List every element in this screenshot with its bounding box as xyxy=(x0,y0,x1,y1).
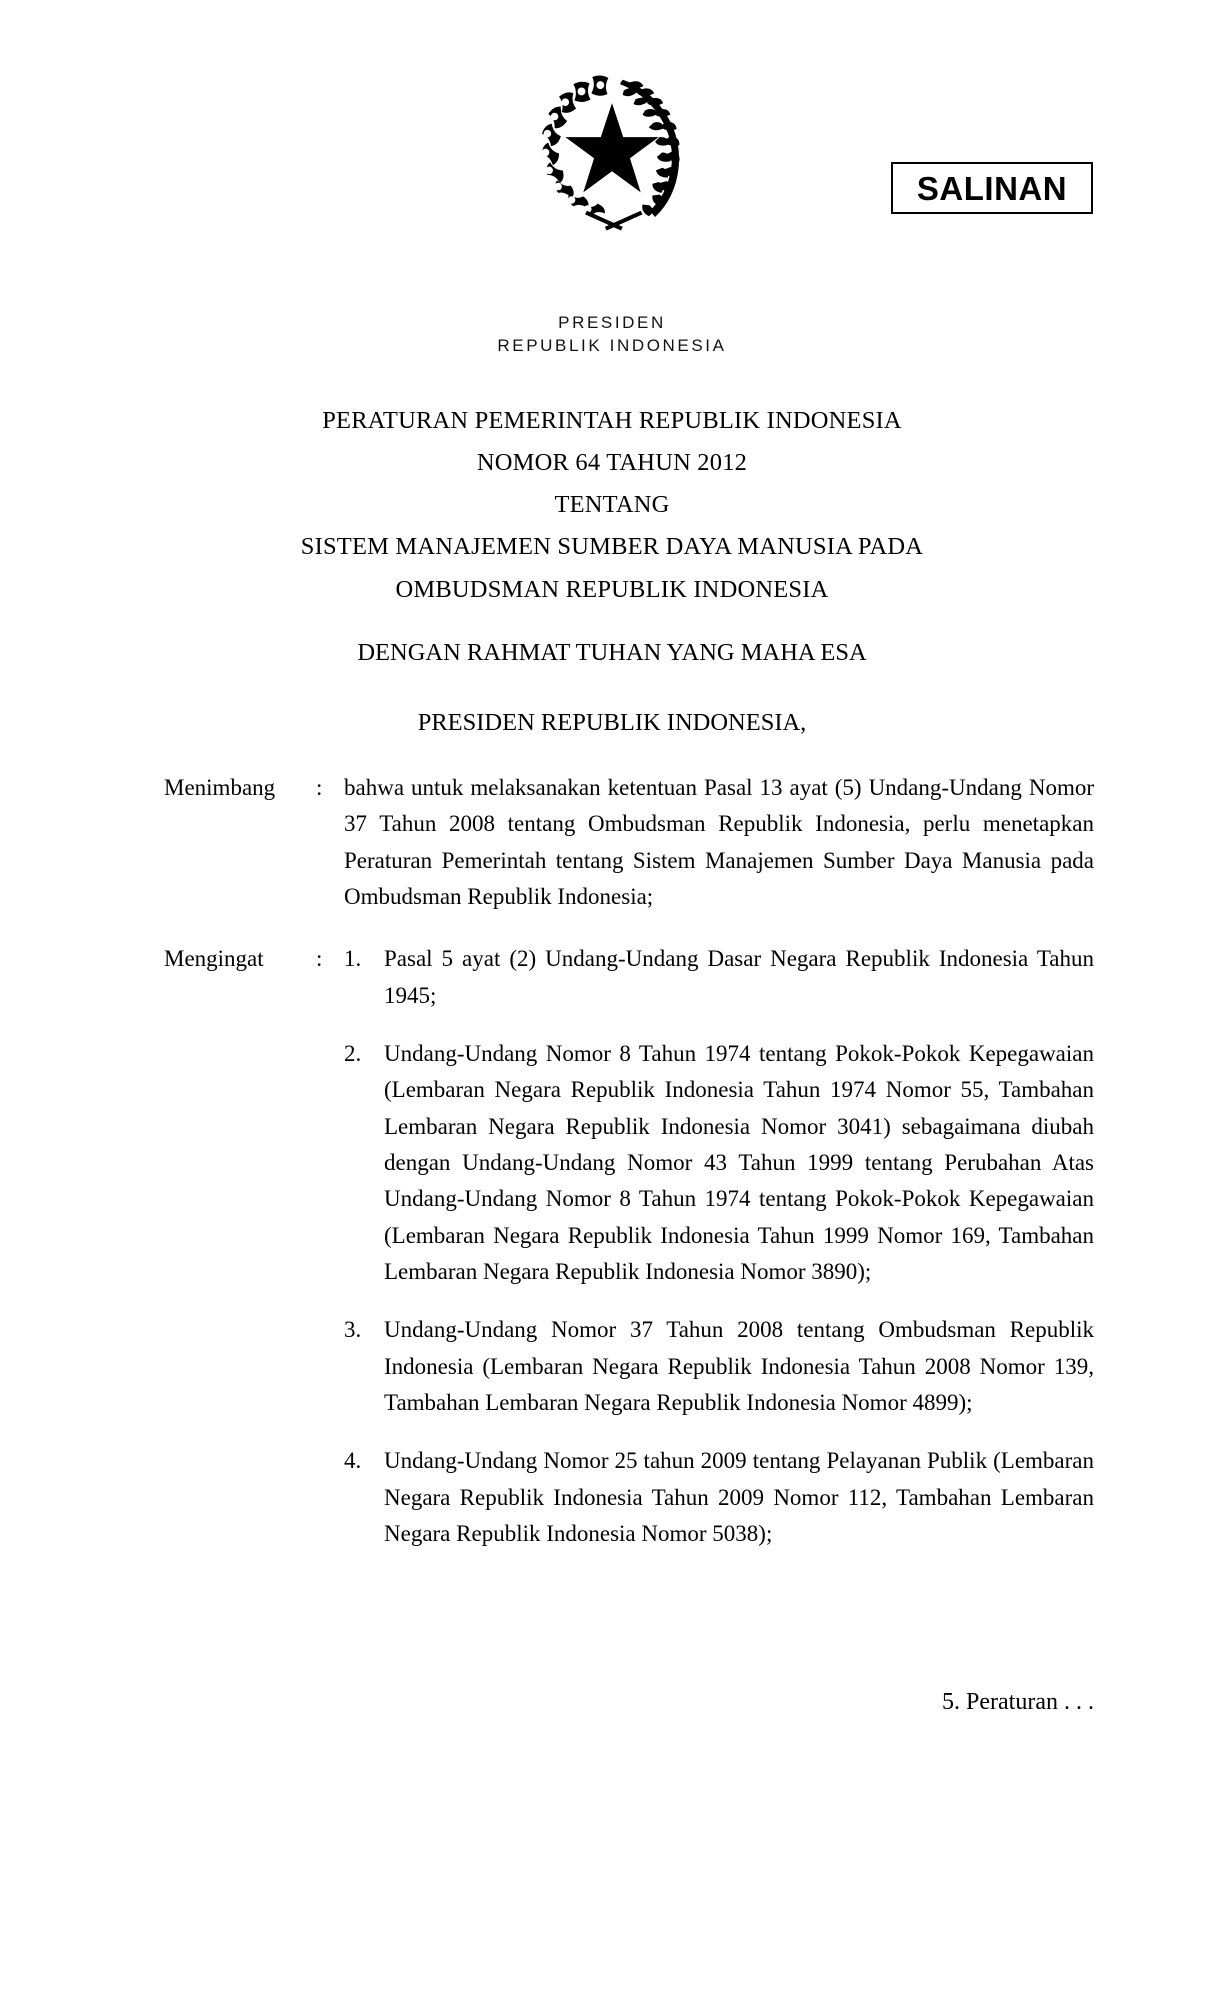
document-title-block xyxy=(0,400,1224,611)
list-item-marker: 4. xyxy=(344,1448,362,1474)
government-caption xyxy=(0,312,1224,358)
list-item-text: Undang-Undang Nomor 37 Tahun 2008 tentang Ombudsman Republik Indonesia (Lembaran Negara Republik Indonesia Tahun 2008 Nomor 139, Tambahan Lembaran Negara Republik Indonesia Nomor 4899); xyxy=(384,1317,1094,1415)
title-subject-line-1: SISTEM MANAJEMEN SUMBER DAYA MANUSIA PADA xyxy=(300,533,924,561)
salinan-stamp-label: SALINAN xyxy=(916,169,1068,207)
menimbang-paragraph: bahwa untuk melaksanakan ketentuan Pasal 13 ayat (5) Undang-Undang Nomor 37 Tahun 2008 tentang Ombudsman Republik Indonesia, perlu menetapkan Peraturan Pemerintah tentang Sistem Manajemen Sumber Daya Manusia pada Ombudsman Republik Indonesia; xyxy=(344,775,1094,909)
clause-mengingat xyxy=(164,941,1094,1552)
list-item-marker: 1. xyxy=(344,946,362,972)
list-item-text: Undang-Undang Nomor 25 tahun 2009 tentang Pelayanan Publik (Lembaran Negara Republik Indonesia Tahun 2009 Nomor 112, Tambahan Lembaran Negara Republik Indonesia Nomor 5038); xyxy=(384,1448,1094,1546)
clause-label-mengingat: Mengingat xyxy=(164,946,264,972)
enactment-spacer xyxy=(0,674,1224,702)
list-item-marker: 2. xyxy=(344,1040,362,1066)
clause-menimbang xyxy=(164,770,1094,915)
enactment-issuer: PRESIDEN REPUBLIK INDONESIA, xyxy=(417,709,807,737)
mengingat-list xyxy=(344,941,1094,1552)
list-item-marker: 3. xyxy=(344,1317,362,1343)
clause-colon-menimbang: : xyxy=(316,775,323,800)
title-tentang: TENTANG xyxy=(554,491,670,519)
list-item xyxy=(344,941,1094,1014)
clause-content-mengingat xyxy=(344,941,1094,1552)
garuda-presidential-emblem-icon xyxy=(522,60,702,235)
list-item xyxy=(344,1443,1094,1552)
title-subject-line-2: OMBUDSMAN REPUBLIK INDONESIA xyxy=(395,575,829,603)
caption-republik-indonesia: REPUBLIK INDONESIA xyxy=(497,335,727,355)
title-number-year: NOMOR 64 TAHUN 2012 xyxy=(476,449,748,477)
enactment-block xyxy=(0,632,1224,744)
clause-colon-mengingat: : xyxy=(316,946,323,972)
document-body xyxy=(164,770,1094,1578)
caption-presiden: PRESIDEN xyxy=(558,313,666,332)
salinan-stamp xyxy=(891,162,1093,214)
title-regulation-type: PERATURAN PEMERINTAH REPUBLIK INDONESIA xyxy=(322,407,902,434)
list-item-text: Pasal 5 ayat (2) Undang-Undang Dasar Negara Republik Indonesia Tahun 1945; xyxy=(384,946,1094,1008)
clause-label-menimbang: Menimbang xyxy=(164,775,276,800)
enactment-blessing: DENGAN RAHMAT TUHAN YANG MAHA ESA xyxy=(357,639,867,666)
clause-content-menimbang xyxy=(344,770,1094,915)
page-catchword: 5. Peraturan . . . xyxy=(942,1689,1094,1715)
list-item xyxy=(344,1312,1094,1421)
list-item xyxy=(344,1036,1094,1290)
list-item-text: Undang-Undang Nomor 8 Tahun 1974 tentang Pokok-Pokok Kepegawaian (Lembaran Negara Republik Indonesia Tahun 1974 Nomor 55, Tambahan Lembaran Negara Republik Indonesia Nomor 3041) sebagaimana diubah dengan Undang-Undang Nomor 43 Tahun 1999 tentang Perubahan Atas Undang-Undang Nomor 8 Tahun 1974 tentang Pokok-Pokok Kepegawaian (Lembaran Negara Republik Indonesia Tahun 1999 Nomor 169, Tambahan Lembaran Negara Republik Indonesia Nomor 3890); xyxy=(384,1040,1094,1284)
